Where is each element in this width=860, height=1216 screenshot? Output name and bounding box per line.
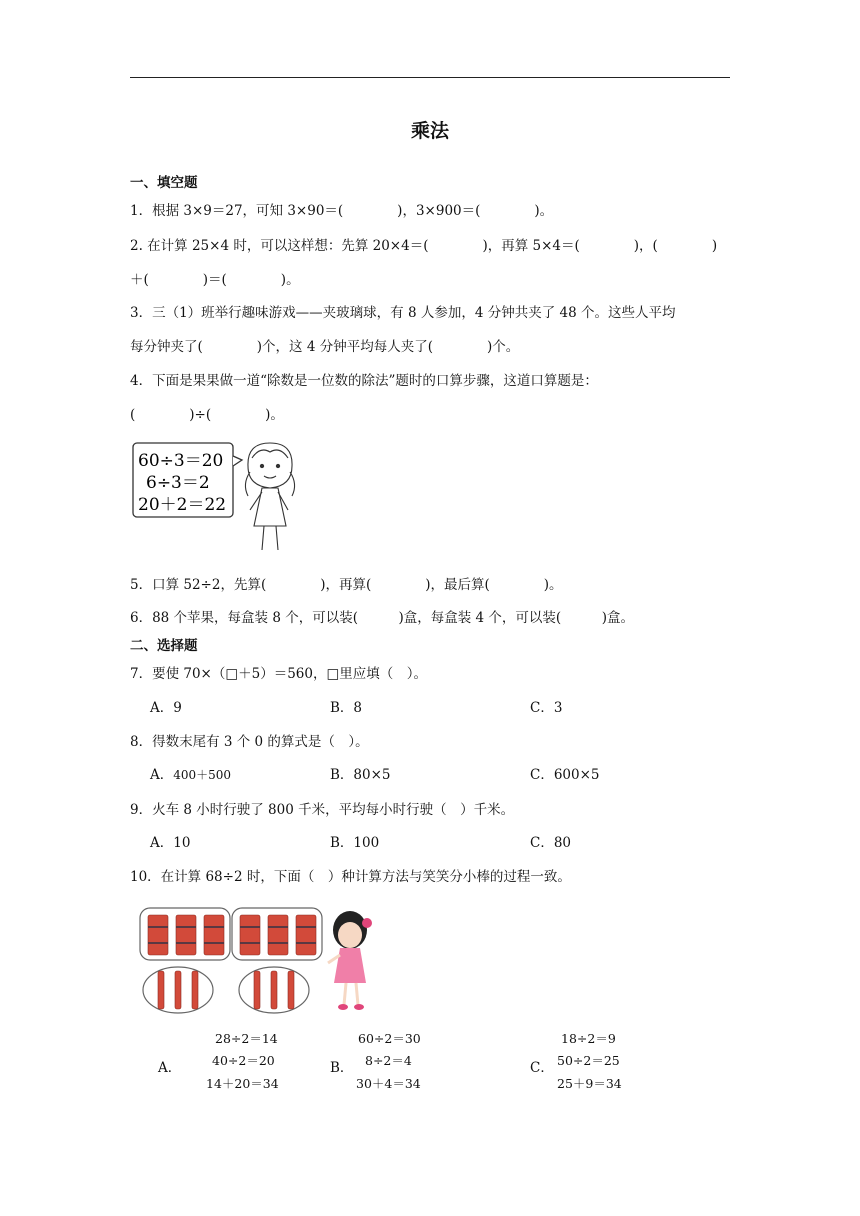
girl-icon [245, 443, 294, 550]
header-rule [130, 77, 730, 78]
question-8: 8．得数末尾有 3 个 0 的算式是（ ）。 [130, 734, 369, 750]
single-sticks-icon [158, 971, 294, 1009]
question-7: 7．要使 70×（□＋5）＝560，□里应填（ ）。 [130, 666, 427, 682]
girl-speech-board-illustration [130, 438, 320, 556]
q10-option-b[interactable]: B． [330, 1060, 354, 1076]
question-1: 1．根据 3×9＝27，可知 3×90＝( )，3×900＝( )。 [130, 203, 554, 219]
q10-b-eq-1: 60÷2＝30 [358, 1031, 421, 1046]
page-title: 乘法 [410, 120, 449, 142]
q9-option-b[interactable]: B．100 [330, 835, 380, 851]
q7-option-b[interactable]: B．8 [330, 700, 363, 716]
q10-c-eq-3: 25＋9＝34 [557, 1076, 622, 1091]
q8-option-c-label: C． [530, 767, 554, 783]
section-heading-fill: 一、填空题 [130, 175, 198, 191]
q8-option-a-expr: 400＋500 [173, 768, 232, 782]
board-line-3: 20＋2＝22 [138, 495, 227, 515]
q8-option-c-expr: 600×5 [553, 767, 600, 783]
question-3-line1: 3．三（1）班举行趣味游戏——夹玻璃球，有 8 人参加，4 分钟共夹了 48 个。这些人平均 [130, 305, 676, 321]
question-9: 9．火车 8 小时行驶了 800 千米，平均每小时行驶（ ）千米。 [130, 802, 515, 818]
q10-a-eq-1: 28÷2＝14 [215, 1031, 278, 1046]
xiaoxiao-girl-icon [328, 911, 372, 1010]
question-2-line1: 2. 在计算 25×4 时，可以这样想：先算 20×4＝( )，再算 5×4＝( )，( ) [130, 238, 718, 254]
q10-c-eq-1: 18÷2＝9 [561, 1031, 616, 1046]
q7-option-a[interactable]: A．9 [150, 700, 182, 716]
q8-option-a[interactable] [150, 766, 231, 784]
board-line-1: 60÷3＝20 [138, 451, 224, 471]
q10-b-eq-3: 30＋4＝34 [356, 1076, 421, 1091]
q8-option-a-label: A． [150, 767, 174, 783]
question-10: 10．在计算 68÷2 时，下面（ ）种计算方法与笑笑分小棒的过程一致。 [130, 869, 571, 885]
question-4-line1: 4．下面是果果做一道“除数是一位数的除法”题时的口算步骤，这道口算题是： [130, 373, 598, 389]
q9-option-c[interactable]: C．80 [530, 835, 572, 851]
q8-option-b[interactable]: B．80×5 [330, 767, 391, 783]
question-5: 5．口算 52÷2，先算( )，再算( )，最后算( )。 [130, 577, 563, 593]
q7-option-c[interactable]: C．3 [530, 700, 563, 716]
q10-a-eq-2: 40÷2＝20 [212, 1053, 275, 1068]
q10-c-eq-2: 50÷2＝25 [557, 1053, 620, 1068]
question-6: 6．88 个苹果，每盒装 8 个，可以装( )盒，每盒装 4 个，可以装( )盒。 [130, 610, 634, 626]
board-line-2: 6÷3＝2 [146, 473, 210, 493]
q10-b-eq-2: 8÷2＝4 [365, 1053, 412, 1068]
q8-option-c[interactable] [530, 766, 600, 784]
question-4-line2: ( )÷( )。 [130, 407, 284, 423]
q9-option-a[interactable]: A．10 [150, 835, 191, 851]
q10-option-a[interactable]: A． [158, 1060, 182, 1076]
section-heading-choice: 二、选择题 [130, 638, 198, 654]
question-2-line2: ＋( )＝( )。 [130, 272, 300, 288]
q10-a-eq-3: 14＋20＝34 [206, 1076, 279, 1091]
q10-option-c[interactable]: C． [530, 1060, 554, 1076]
sticks-division-illustration [138, 905, 388, 1017]
question-3-line2: 每分钟夹了( )个，这 4 分钟平均每人夹了( )个。 [130, 339, 520, 355]
